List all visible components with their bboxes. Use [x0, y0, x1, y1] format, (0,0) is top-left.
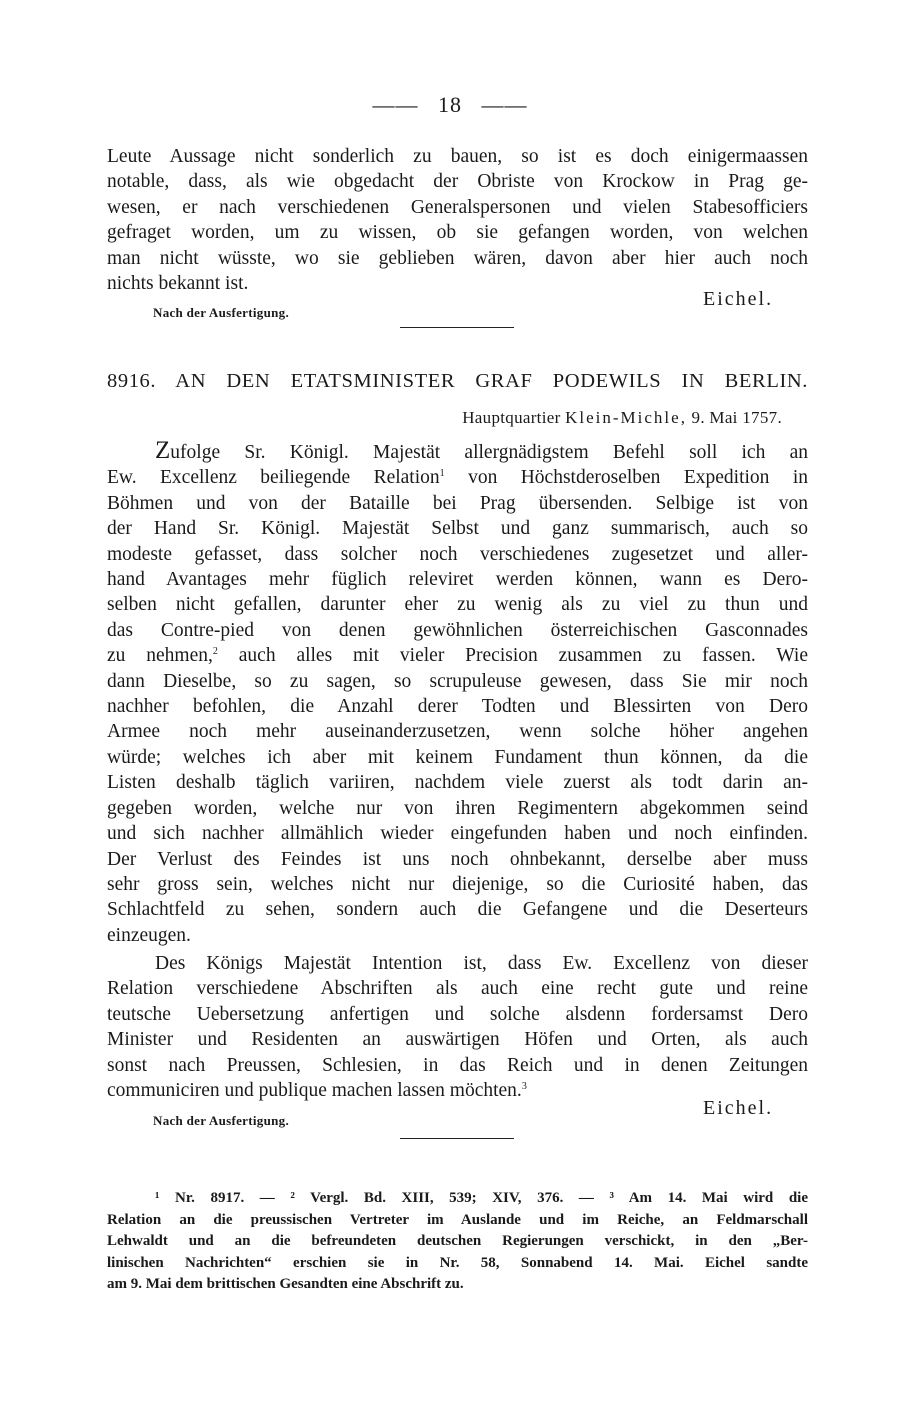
second-signature: Eichel.: [703, 1097, 774, 1119]
dateline-place: Klein-Michle,: [565, 408, 687, 427]
body-paragraph-2: [107, 951, 808, 1103]
text-line: nachher befohlen, die Anzahl derer Todten und Blessirten von Dero: [107, 696, 808, 718]
first-signature: Eichel.: [703, 288, 774, 310]
footnote-line: ¹ Nr. 8917. — ² Vergl. Bd. XIII, 539; XIV, 376. — ³ Am 14. Mai wird die: [155, 1190, 808, 1206]
text-line: selben nicht gefallen, darunter eher zu wenig als zu viel zu thun und: [107, 594, 808, 616]
text-line: wesen, er nach verschiedenen Generalspersonen und vielen Stabesofficiers: [107, 196, 808, 218]
text-line: teutsche Uebersetzung anfertigen und solche alsdenn fordersamst Dero: [107, 1003, 808, 1025]
footnote-line: Relation an die preussischen Vertreter im Auslande und im Reiche, an Feldmarschall: [107, 1211, 808, 1228]
text-line: Minister und Residenten an auswärtigen Höfen und Orten, als auch: [107, 1029, 808, 1051]
dateline-date: 9. Mai 1757.: [691, 408, 782, 427]
text-line: [107, 643, 808, 668]
page-number: 18: [438, 92, 462, 117]
footnote-line: linischen Nachrichten“ erschien sie in Nr. 58, Sonnabend 14. Mai. Eichel sandte: [107, 1254, 808, 1271]
text-line: Leute Aussage nicht sonderlich zu bauen, so ist es doch einigermaassen: [107, 146, 808, 167]
text-line: Armee noch mehr auseinanderzusetzen, wenn solche höher angehen: [107, 721, 808, 743]
text-line: [107, 465, 808, 490]
footnotes: [107, 1188, 808, 1296]
header-dash-right: ——: [481, 92, 528, 117]
body-paragraph-1: [107, 438, 808, 948]
footnote-ref-1: 1: [439, 468, 445, 480]
text-line: Böhmen und von der Bataille bei Prag übersenden. Selbige ist von: [107, 492, 808, 514]
footnote-ref-3: 3: [521, 1081, 527, 1093]
text-line: sehr gross sein, welches nicht nur diejenige, so die Curiosité haben, das: [107, 873, 808, 895]
text-line: dann Dieselbe, so zu sagen, so scrupuleuse gewesen, dass Sie mir noch: [107, 670, 808, 692]
text-run: zu nehmen,: [107, 645, 213, 667]
continuation-paragraph: [107, 144, 808, 296]
text-line: einzeugen.: [107, 924, 191, 946]
text-line: notable, dass, als wie obgedacht der Obriste von Krockow in Prag ge-: [107, 171, 808, 193]
section-divider: [400, 327, 514, 328]
text-run: ufolge Sr. Königl. Majestät allergnädigstem Befehl soll ich an: [170, 442, 808, 463]
text-line: und sich nachher allmählich wieder eingefunden haben und noch einfinden.: [107, 823, 808, 845]
dateline-prefix: Hauptquartier: [462, 408, 561, 427]
text-line: modeste gefasset, dass solcher noch verschiedenes zugesetzet und aller-: [107, 543, 808, 565]
text-line: man nicht wüsste, wo sie geblieben wären, davon aber hier auch noch: [107, 247, 808, 269]
header-dash-left: ——: [372, 92, 419, 117]
footnote-ref-2: 2: [212, 646, 218, 658]
second-source-note: Nach der Ausfertigung.: [153, 1113, 290, 1128]
text-run: Ew. Excellenz beiliegende Relation: [107, 467, 440, 489]
text-run: communiciren und publique machen lassen möchten.: [107, 1080, 522, 1102]
text-line: gefraget worden, um zu wissen, ob sie gefangen worden, von welchen: [107, 222, 808, 244]
text-line: hand Avantages mehr füglich releviret werden können, wann es Dero-: [107, 569, 808, 591]
first-source-note: Nach der Ausfertigung.: [153, 305, 290, 320]
text-line: Listen deshalb täglich variiren, nachdem viele zuerst als todt darin an-: [107, 772, 808, 794]
text-line: würde; welches ich aber mit keinem Fundament thun können, da die: [107, 746, 808, 768]
text-line: der Hand Sr. Königl. Majestät Selbst und ganz summarisch, auch so: [107, 518, 808, 540]
document-heading: 8916. AN DEN ETATSMINISTER GRAF PODEWILS IN BERLIN.: [107, 370, 808, 392]
text-line: Der Verlust des Feindes ist uns noch ohnbekannt, derselbe aber muss: [107, 848, 808, 870]
text-line: Relation verschiedene Abschriften als auch eine recht gute und reine: [107, 978, 808, 1000]
text-line: Des Königs Majestät Intention ist, dass Ew. Excellenz von dieser: [155, 953, 808, 974]
text-run: auch alles mit vieler Precision zusammen zu fassen. Wie: [217, 645, 808, 667]
text-line: Schlachtfeld zu sehen, sondern auch die Gefangene und die Deserteurs: [107, 899, 808, 921]
page-header: [0, 92, 900, 118]
dateline: [462, 408, 782, 428]
text-line: [107, 438, 808, 465]
footnote-line: am 9. Mai dem brittischen Gesandten eine Abschrift zu.: [107, 1276, 464, 1292]
text-line: das Contre-pied von denen gewöhnlichen österreichischen Gasconnades: [107, 619, 808, 641]
text-line: sonst nach Preussen, Schlesien, in das Reich und in denen Zeitungen: [107, 1054, 808, 1076]
footnote-line: Lehwaldt und an die befreundeten deutschen Regierungen verschickt, in den „Ber-: [107, 1233, 808, 1249]
initial-letter: Z: [155, 437, 171, 464]
text-line: nichts bekannt ist.: [107, 273, 249, 295]
text-run: von Höchstderoselben Expedition in: [444, 467, 808, 489]
text-line: gegeben worden, welche nur von ihren Regimentern abgekommen seind: [107, 797, 808, 819]
section-divider: [400, 1138, 514, 1139]
